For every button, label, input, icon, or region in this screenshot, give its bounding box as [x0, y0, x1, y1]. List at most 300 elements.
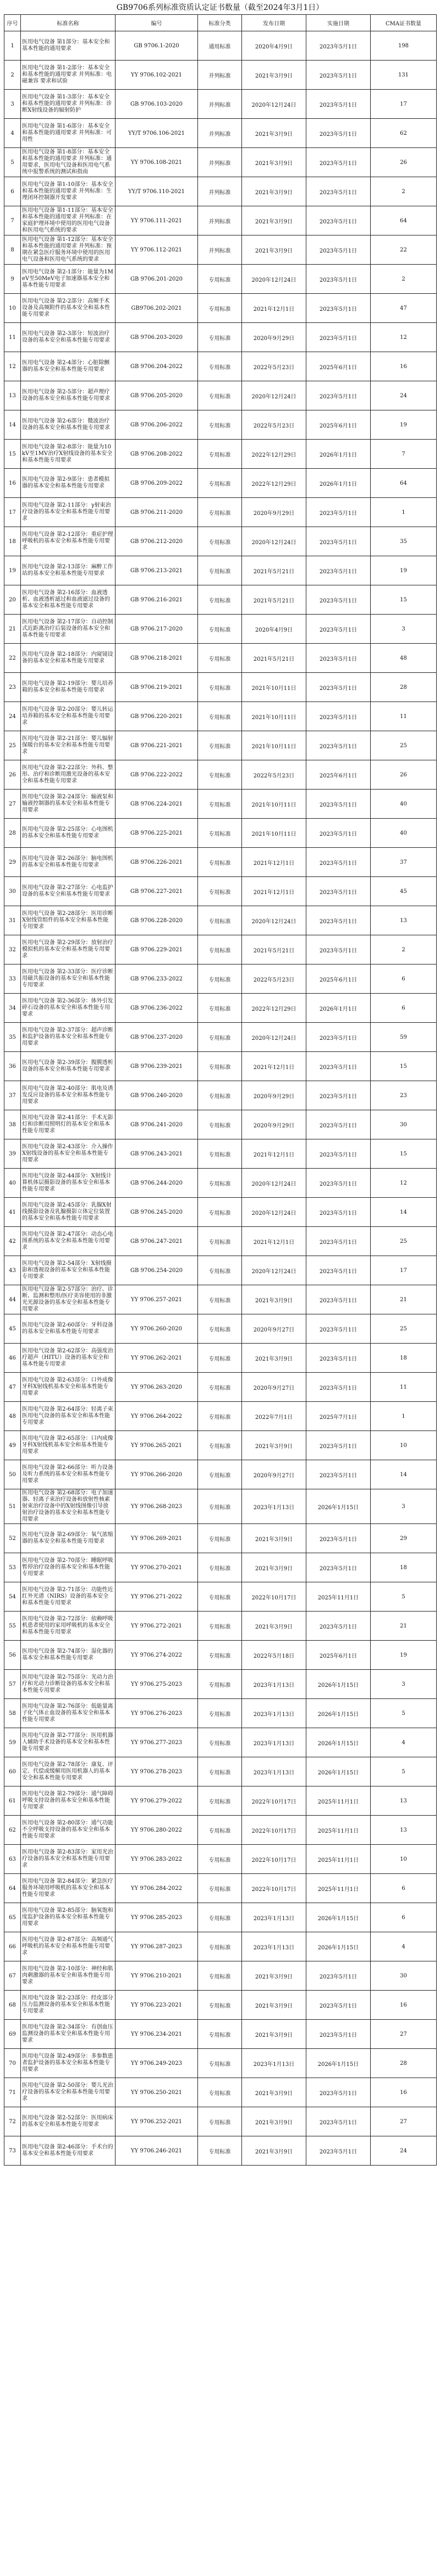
- cell-standard-name: 医用电气设备 第2-49部分：多参数患者监护设备的基本安全和基本性能专用要求: [21, 2049, 116, 2078]
- cell-publish-date: 2021年3月9日: [242, 235, 306, 265]
- table-row: [4, 819, 437, 848]
- table-row: [4, 1314, 437, 1344]
- cell-code: YY 9706.250-2021: [116, 2078, 198, 2107]
- cell-publish-date: 2021年3月9日: [242, 2078, 306, 2107]
- table-row: [4, 556, 437, 585]
- cell-implement-date: 2023年5月1日: [306, 935, 371, 964]
- cell-index: 1: [4, 31, 21, 61]
- cell-category: 专用标准: [198, 410, 242, 440]
- table-row: [4, 294, 437, 323]
- cell-publish-date: 2021年3月9日: [242, 1524, 306, 1553]
- cell-code: GB 9706.217-2020: [116, 615, 198, 644]
- cell-index: 54: [4, 1582, 21, 1612]
- cell-publish-date: 2021年3月9日: [242, 1553, 306, 1582]
- cell-code: YY 9706.260-2020: [116, 1314, 198, 1344]
- table-row: [4, 1402, 437, 1431]
- cell-cma-count: 12: [371, 323, 437, 352]
- cell-cma-count: 28: [371, 673, 437, 702]
- cell-implement-date: 2023年5月1日: [306, 119, 371, 148]
- cell-cma-count: 19: [371, 410, 437, 440]
- table-row: [4, 906, 437, 935]
- cell-cma-count: 2: [371, 177, 437, 206]
- cell-standard-name: 医用电气设备 第2-17部分：自动控制式近距离治疗后装设备的基本安全和基本性能专用要求: [21, 615, 116, 644]
- cell-cma-count: 1: [371, 498, 437, 527]
- cell-implement-date: 2023年5月1日: [306, 206, 371, 235]
- cell-publish-date: 2021年5月21日: [242, 556, 306, 585]
- table-row: [4, 1256, 437, 1285]
- cell-cma-count: 2: [371, 265, 437, 294]
- cell-publish-date: 2021年3月9日: [242, 1431, 306, 1460]
- cell-code: YY 9706.263-2020: [116, 1373, 198, 1402]
- cell-cma-count: 15: [371, 1052, 437, 1081]
- cell-standard-name: 医用电气设备 第2-69部分：氧气浓缩器的基本安全和基本性能专用要求: [21, 1524, 116, 1553]
- cell-cma-count: 198: [371, 31, 437, 61]
- cell-implement-date: 2025年6月1日: [306, 352, 371, 381]
- cell-index: 42: [4, 1227, 21, 1256]
- cell-implement-date: 2026年1月15日: [306, 1903, 371, 1932]
- cell-code: YY 9706.279-2022: [116, 1786, 198, 1816]
- cell-implement-date: 2023年5月1日: [306, 527, 371, 556]
- cell-category: 专用标准: [198, 1699, 242, 1728]
- cell-implement-date: 2023年5月1日: [306, 731, 371, 760]
- cell-implement-date: 2023年5月1日: [306, 1023, 371, 1052]
- cell-implement-date: 2023年5月1日: [306, 294, 371, 323]
- cell-standard-name: 医用电气设备 第2-41部分：手术无影灯和诊断用照明灯的基本安全和基本性能专用要求: [21, 1110, 116, 1139]
- cell-index: 29: [4, 848, 21, 877]
- cell-publish-date: 2020年12月24日: [242, 90, 306, 119]
- table-row: [4, 61, 437, 90]
- cell-code: GB 9706.203-2020: [116, 323, 198, 352]
- cell-code: GB 9706.225-2021: [116, 819, 198, 848]
- table-row: [4, 877, 437, 906]
- cell-implement-date: 2023年5月1日: [306, 1431, 371, 1460]
- cell-implement-date: 2023年5月1日: [306, 1553, 371, 1582]
- cell-code: GB 9706.212-2020: [116, 527, 198, 556]
- cell-standard-name: 医用电气设备 第1-11部分：基本安全和基本性能的通用要求 并列标准：在家庭护理环境中使用的医用电气设备和医用电气系统的要求: [21, 206, 116, 235]
- cell-category: 专用标准: [198, 1816, 242, 1845]
- cell-index: 61: [4, 1786, 21, 1816]
- cell-category: 专用标准: [198, 1612, 242, 1641]
- cell-category: 专用标准: [198, 790, 242, 819]
- cell-cma-count: 2: [371, 935, 437, 964]
- table-row: [4, 1845, 437, 1874]
- cell-implement-date: 2023年5月1日: [306, 323, 371, 352]
- table-row: [4, 1903, 437, 1932]
- cell-category: 专用标准: [198, 1553, 242, 1582]
- cell-code: GB 9706.205-2020: [116, 381, 198, 410]
- cell-publish-date: 2021年10月11日: [242, 790, 306, 819]
- table-row: [4, 1198, 437, 1227]
- cell-publish-date: 2022年10月17日: [242, 1845, 306, 1874]
- cell-index: 27: [4, 790, 21, 819]
- cell-implement-date: 2023年5月1日: [306, 177, 371, 206]
- cell-implement-date: 2025年11月1日: [306, 1582, 371, 1612]
- cell-standard-name: 医用电气设备 第2-36部分：体外引发碎石设备的基本安全和基本性能专用要求: [21, 994, 116, 1023]
- cell-category: 专用标准: [198, 294, 242, 323]
- cell-category: 专用标准: [198, 1081, 242, 1110]
- cell-code: GB 9706.245-2020: [116, 1198, 198, 1227]
- cell-cma-count: 45: [371, 877, 437, 906]
- cell-implement-date: 2026年1月15日: [306, 1728, 371, 1757]
- table-row: [4, 1081, 437, 1110]
- cell-index: 47: [4, 1373, 21, 1402]
- cell-code: GB 9706.218-2021: [116, 644, 198, 673]
- cell-category: 专用标准: [198, 1845, 242, 1874]
- cell-implement-date: 2023年5月1日: [306, 1612, 371, 1641]
- cell-category: 专用标准: [198, 1991, 242, 2020]
- cell-standard-name: 医用电气设备 第2-3部分：短波治疗设备的基本安全和基本性能专用要求: [21, 323, 116, 352]
- cell-publish-date: 2023年1月13日: [242, 1757, 306, 1786]
- cell-category: 专用标准: [198, 877, 242, 906]
- cell-index: 58: [4, 1699, 21, 1728]
- cell-code: GB 9706.1-2020: [116, 31, 198, 61]
- cell-publish-date: 2022年10月17日: [242, 1786, 306, 1816]
- header-row: [4, 15, 437, 31]
- cell-implement-date: 2023年5月1日: [306, 819, 371, 848]
- cell-cma-count: 15: [371, 1139, 437, 1169]
- cell-category: 专用标准: [198, 556, 242, 585]
- cell-cma-count: 21: [371, 1285, 437, 1314]
- cell-index: 48: [4, 1402, 21, 1431]
- cell-implement-date: 2023年5月1日: [306, 877, 371, 906]
- cell-code: GB 9706.240-2020: [116, 1081, 198, 1110]
- cell-implement-date: 2025年11月1日: [306, 1786, 371, 1816]
- cell-code: YY 9706.276-2023: [116, 1699, 198, 1728]
- cell-implement-date: 2023年5月1日: [306, 1110, 371, 1139]
- cell-cma-count: 7: [371, 440, 437, 469]
- cell-standard-name: 医用电气设备 第2-23部分：经皮部分压力监测设备的基本安全和基本性能专用要求: [21, 1991, 116, 2020]
- cell-category: 专用标准: [198, 1903, 242, 1932]
- cell-category: 并列标准: [198, 177, 242, 206]
- cell-index: 66: [4, 1932, 21, 1961]
- cell-standard-name: 医用电气设备 第2-43部分：介入操作X射线设备的基本安全和基本性能专用要求: [21, 1139, 116, 1169]
- table-row: [4, 702, 437, 731]
- table-row: [4, 90, 437, 119]
- cell-cma-count: 14: [371, 1460, 437, 1489]
- cell-code: YY 9706.112-2021: [116, 235, 198, 265]
- cell-publish-date: 2021年3月9日: [242, 1961, 306, 1991]
- table-row: [4, 527, 437, 556]
- cell-standard-name: 医用电气设备 第2-60部分：牙科设备的基本安全和基本性能专用要求: [21, 1314, 116, 1344]
- cell-implement-date: 2023年5月1日: [306, 702, 371, 731]
- cell-cma-count: 5: [371, 1582, 437, 1612]
- cell-code: GB 9706.204-2022: [116, 352, 198, 381]
- header-index: 序号: [4, 15, 21, 31]
- cell-code: GB 9706.237-2020: [116, 1023, 198, 1052]
- header-standard-name: 标准名称: [21, 15, 116, 31]
- cell-cma-count: 40: [371, 819, 437, 848]
- table-row: [4, 1489, 437, 1524]
- cell-publish-date: 2021年3月9日: [242, 177, 306, 206]
- cell-standard-name: 医用电气设备 第1-3部分：基本安全和基本性能的通用要求 并列标准：诊断X射线设备的辐射防护: [21, 90, 116, 119]
- cell-index: 71: [4, 2078, 21, 2107]
- cell-index: 20: [4, 585, 21, 615]
- cell-category: 专用标准: [198, 1402, 242, 1431]
- cell-implement-date: 2023年5月1日: [306, 644, 371, 673]
- cell-publish-date: 2021年10月11日: [242, 702, 306, 731]
- cell-standard-name: 医用电气设备 第2-11部分：γ射束治疗设备的基本安全和基本性能专用要求: [21, 498, 116, 527]
- cell-publish-date: 2021年12月1日: [242, 877, 306, 906]
- table-row: [4, 1991, 437, 2020]
- cell-implement-date: 2023年5月1日: [306, 1052, 371, 1081]
- table-row: [4, 1874, 437, 1903]
- cell-implement-date: 2023年5月1日: [306, 1139, 371, 1169]
- cell-index: 72: [4, 2107, 21, 2136]
- cell-index: 12: [4, 352, 21, 381]
- cell-publish-date: 2021年3月9日: [242, 1344, 306, 1373]
- table-row: [4, 1023, 437, 1052]
- cell-cma-count: 16: [371, 1991, 437, 2020]
- cell-publish-date: 2021年3月9日: [242, 1285, 306, 1314]
- cell-index: 18: [4, 527, 21, 556]
- cell-standard-name: 医用电气设备 第2-33部分：医疗诊断用磁共振设备的基本安全和基本性能专用要求: [21, 964, 116, 994]
- cell-index: 69: [4, 2020, 21, 2049]
- cell-cma-count: 21: [371, 1612, 437, 1641]
- cell-publish-date: 2021年3月9日: [242, 206, 306, 235]
- cell-cma-count: 18: [371, 1344, 437, 1373]
- cell-index: 8: [4, 235, 21, 265]
- cell-cma-count: 5: [371, 1757, 437, 1786]
- cell-publish-date: 2021年12月1日: [242, 1139, 306, 1169]
- table-row: [4, 381, 437, 410]
- cell-category: 通用标准: [198, 31, 242, 61]
- cell-publish-date: 2023年1月13日: [242, 2049, 306, 2078]
- cell-category: 专用标准: [198, 1961, 242, 1991]
- cell-category: 专用标准: [198, 994, 242, 1023]
- cell-category: 专用标准: [198, 1373, 242, 1402]
- cell-category: 并列标准: [198, 148, 242, 177]
- cell-implement-date: 2023年5月1日: [306, 1344, 371, 1373]
- cell-standard-name: 医用电气设备 第2-9部分：患者模拟器的基本安全和基本性能专用要求: [21, 469, 116, 498]
- cell-implement-date: 2026年1月15日: [306, 1489, 371, 1524]
- table-row: [4, 1582, 437, 1612]
- cell-category: 专用标准: [198, 1314, 242, 1344]
- cell-code: GB 9706.244-2020: [116, 1169, 198, 1198]
- standards-table: [4, 14, 437, 2166]
- cell-index: 2: [4, 61, 21, 90]
- cell-code: GB 9706.201-2020: [116, 265, 198, 294]
- cell-code: GB 9706.247-2021: [116, 1227, 198, 1256]
- cell-implement-date: 2025年11月1日: [306, 1874, 371, 1903]
- cell-standard-name: 医用电气设备 第1-12部分：基本安全和基本性能的通用要求 并列标准：预期在紧急医疗服务环境中使用的医用电气设备和医用电气系统的要求: [21, 235, 116, 265]
- cell-index: 11: [4, 323, 21, 352]
- cell-cma-count: 64: [371, 469, 437, 498]
- cell-category: 专用标准: [198, 265, 242, 294]
- cell-index: 22: [4, 644, 21, 673]
- cell-category: 专用标准: [198, 440, 242, 469]
- cell-publish-date: 2021年12月1日: [242, 294, 306, 323]
- cell-standard-name: 医用电气设备 第2-12部分：重症护理呼吸机的基本安全和基本性能专用要求: [21, 527, 116, 556]
- cell-code: YY 9706.223-2021: [116, 1991, 198, 2020]
- cell-publish-date: 2020年9月29日: [242, 323, 306, 352]
- cell-category: 专用标准: [198, 1932, 242, 1961]
- cell-index: 67: [4, 1961, 21, 1991]
- cell-cma-count: 5: [371, 1699, 437, 1728]
- cell-implement-date: 2026年1月15日: [306, 1932, 371, 1961]
- cell-index: 30: [4, 877, 21, 906]
- table-row: [4, 469, 437, 498]
- cell-standard-name: 医用电气设备 第2-83部分：家用光治疗设备的基本安全和基本性能专用要求: [21, 1845, 116, 1874]
- cell-index: 24: [4, 702, 21, 731]
- cell-category: 专用标准: [198, 1110, 242, 1139]
- cell-implement-date: 2023年5月1日: [306, 61, 371, 90]
- header-implement-date: 实施日期: [306, 15, 371, 31]
- cell-cma-count: 47: [371, 294, 437, 323]
- cell-implement-date: 2026年1月1日: [306, 440, 371, 469]
- cell-publish-date: 2021年12月1日: [242, 848, 306, 877]
- cell-cma-count: 15: [371, 585, 437, 615]
- cell-cma-count: 19: [371, 1641, 437, 1670]
- cell-implement-date: 2023年5月1日: [306, 1373, 371, 1402]
- cell-code: YY/T 9706.106-2021: [116, 119, 198, 148]
- cell-publish-date: 2022年5月23日: [242, 964, 306, 994]
- table-row: [4, 1373, 437, 1402]
- cell-standard-name: 医用电气设备 第2-52部分：医用病床的基本安全和基本性能专用要求: [21, 2107, 116, 2136]
- cell-cma-count: 14: [371, 1198, 437, 1227]
- table-row: [4, 235, 437, 265]
- cell-cma-count: 23: [371, 1081, 437, 1110]
- cell-cma-count: 25: [371, 1314, 437, 1344]
- cell-standard-name: 医用电气设备 第2-26部分：脑电图机的基本安全和基本性能专用要求: [21, 848, 116, 877]
- cell-publish-date: 2022年7月1日: [242, 1402, 306, 1431]
- cell-publish-date: 2023年1月13日: [242, 1903, 306, 1932]
- cell-standard-name: 医用电气设备 第2-64部分：轻离子束医用电气设备的基本安全和基本性能专用要求: [21, 1402, 116, 1431]
- cell-index: 5: [4, 148, 21, 177]
- cell-cma-count: 30: [371, 1961, 437, 1991]
- table-row: [4, 206, 437, 235]
- cell-publish-date: 2021年3月9日: [242, 2020, 306, 2049]
- cell-category: 专用标准: [198, 1285, 242, 1314]
- cell-code: YY 9706.287-2023: [116, 1932, 198, 1961]
- cell-code: YY 9706.272-2021: [116, 1612, 198, 1641]
- cell-cma-count: 24: [371, 381, 437, 410]
- cell-code: YY 9706.234-2021: [116, 2020, 198, 2049]
- cell-publish-date: 2022年5月23日: [242, 410, 306, 440]
- cell-publish-date: 2021年5月21日: [242, 644, 306, 673]
- table-row: [4, 760, 437, 790]
- cell-cma-count: 3: [371, 615, 437, 644]
- cell-cma-count: 48: [371, 644, 437, 673]
- cell-cma-count: 13: [371, 1816, 437, 1845]
- cell-standard-name: 医用电气设备 第2-57部分：治疗、诊断、监测和整形/医疗美容使用的非激光光源设备的基本安全和基本性能专用要求: [21, 1285, 116, 1314]
- cell-publish-date: 2020年9月27日: [242, 1460, 306, 1489]
- cell-code: YY 9706.210-2021: [116, 1961, 198, 1991]
- table-row: [4, 1460, 437, 1489]
- cell-code: GB 9706.243-2021: [116, 1139, 198, 1169]
- cell-publish-date: 2021年5月21日: [242, 935, 306, 964]
- table-row: [4, 1932, 437, 1961]
- table-row: [4, 731, 437, 760]
- cell-category: 专用标准: [198, 1489, 242, 1524]
- cell-code: GB 9706.227-2021: [116, 877, 198, 906]
- table-row: [4, 935, 437, 964]
- cell-publish-date: 2022年10月17日: [242, 1816, 306, 1845]
- cell-implement-date: 2023年5月1日: [306, 235, 371, 265]
- cell-category: 专用标准: [198, 2020, 242, 2049]
- cell-cma-count: 24: [371, 2136, 437, 2166]
- table-row: [4, 1699, 437, 1728]
- cell-implement-date: 2023年5月1日: [306, 1285, 371, 1314]
- cell-code: GB 9706.220-2021: [116, 702, 198, 731]
- cell-publish-date: 2020年12月24日: [242, 265, 306, 294]
- table-row: [4, 148, 437, 177]
- cell-index: 15: [4, 440, 21, 469]
- cell-standard-name: 医用电气设备 第2-46部分：手术台的基本安全和基本性能专用要求: [21, 2136, 116, 2166]
- cell-code: GB 9706.213-2021: [116, 556, 198, 585]
- cell-cma-count: 11: [371, 702, 437, 731]
- cell-standard-name: 医用电气设备 第2-6部分：微波治疗设备的基本安全和基本性能专用要求: [21, 410, 116, 440]
- table-row: [4, 2020, 437, 2049]
- table-row: [4, 848, 437, 877]
- cell-index: 31: [4, 906, 21, 935]
- cell-index: 40: [4, 1169, 21, 1198]
- cell-index: 43: [4, 1256, 21, 1285]
- cell-cma-count: 13: [371, 906, 437, 935]
- cell-standard-name: 医用电气设备 第2-47部分：动态心电图系统的基本安全和基本性能专用要求: [21, 1227, 116, 1256]
- cell-implement-date: 2026年1月15日: [306, 1757, 371, 1786]
- cell-cma-count: 40: [371, 790, 437, 819]
- cell-publish-date: 2021年3月9日: [242, 1991, 306, 2020]
- cell-index: 59: [4, 1728, 21, 1757]
- cell-implement-date: 2026年1月15日: [306, 1699, 371, 1728]
- cell-standard-name: 医用电气设备 第2-21部分：婴儿辐射保暖台的基本安全和基本性能专用要求: [21, 731, 116, 760]
- cell-cma-count: 6: [371, 994, 437, 1023]
- cell-code: YY 9706.284-2022: [116, 1874, 198, 1903]
- cell-publish-date: 2020年9月29日: [242, 498, 306, 527]
- cell-index: 19: [4, 556, 21, 585]
- cell-code: GB 9706.209-2022: [116, 469, 198, 498]
- cell-category: 专用标准: [198, 702, 242, 731]
- cell-implement-date: 2025年6月1日: [306, 964, 371, 994]
- cell-standard-name: 医用电气设备 第2-66部分：听力设备及听力系统的基本安全和基本性能专用要求: [21, 1460, 116, 1489]
- cell-standard-name: 医用电气设备 第2-63部分：口外成像牙科X射线机基本安全和基本性能专用要求: [21, 1373, 116, 1402]
- cell-code: YY/T 9706.110-2021: [116, 177, 198, 206]
- cell-implement-date: 2023年5月1日: [306, 556, 371, 585]
- cell-category: 专用标准: [198, 1256, 242, 1285]
- cell-cma-count: 4: [371, 1728, 437, 1757]
- cell-publish-date: 2020年9月29日: [242, 1081, 306, 1110]
- cell-index: 33: [4, 964, 21, 994]
- cell-publish-date: 2020年9月27日: [242, 1373, 306, 1402]
- table-row: [4, 615, 437, 644]
- table-row: [4, 1670, 437, 1699]
- cell-publish-date: 2020年12月24日: [242, 527, 306, 556]
- cell-standard-name: 医用电气设备 第2-25部分：心电图机的基本安全和基本性能专用要求: [21, 819, 116, 848]
- cell-cma-count: 35: [371, 527, 437, 556]
- table-row: [4, 440, 437, 469]
- table-row: [4, 177, 437, 206]
- cell-standard-name: 医用电气设备 第2-85部分：脑氧饱和度监护设备的基本安全和基本性能专用要求: [21, 1903, 116, 1932]
- cell-standard-name: 医用电气设备 第2-16部分：血液透析、血液透析滤过和血液滤过设备的基本安全和基本性能专用要求: [21, 585, 116, 615]
- cell-category: 专用标准: [198, 1641, 242, 1670]
- cell-category: 专用标准: [198, 1786, 242, 1816]
- cell-code: YY 9706.268-2023: [116, 1489, 198, 1524]
- cell-implement-date: 2023年5月1日: [306, 1524, 371, 1553]
- cell-implement-date: 2023年5月1日: [306, 848, 371, 877]
- cell-standard-name: 医用电气设备 第2-68部分：电子加速器、轻离子束治疗设备和放射性核素射束治疗设备中的X射线图像引导放射治疗设备的基本安全和基本性能专用要求: [21, 1489, 116, 1524]
- table-row: [4, 1139, 437, 1169]
- cell-standard-name: 医用电气设备 第2-54部分：X射线摄影和透视设备的基本安全和基本性能专用要求: [21, 1256, 116, 1285]
- cell-standard-name: 医用电气设备 第2-8部分：能量为10kV至1MV治疗X射线设备的基本安全和基本性能专用要求: [21, 440, 116, 469]
- cell-implement-date: 2025年11月1日: [306, 1816, 371, 1845]
- cell-publish-date: 2021年3月9日: [242, 61, 306, 90]
- cell-publish-date: 2023年1月13日: [242, 1670, 306, 1699]
- cell-implement-date: 2023年5月1日: [306, 265, 371, 294]
- cell-standard-name: 医用电气设备 第2-37部分：超声诊断和监护设备的基本安全和基本性能专用要求: [21, 1023, 116, 1052]
- table-row: [4, 1728, 437, 1757]
- cell-standard-name: 医用电气设备 第2-20部分：婴儿转运培养箱的基本安全和基本性能专用要求: [21, 702, 116, 731]
- cell-category: 并列标准: [198, 90, 242, 119]
